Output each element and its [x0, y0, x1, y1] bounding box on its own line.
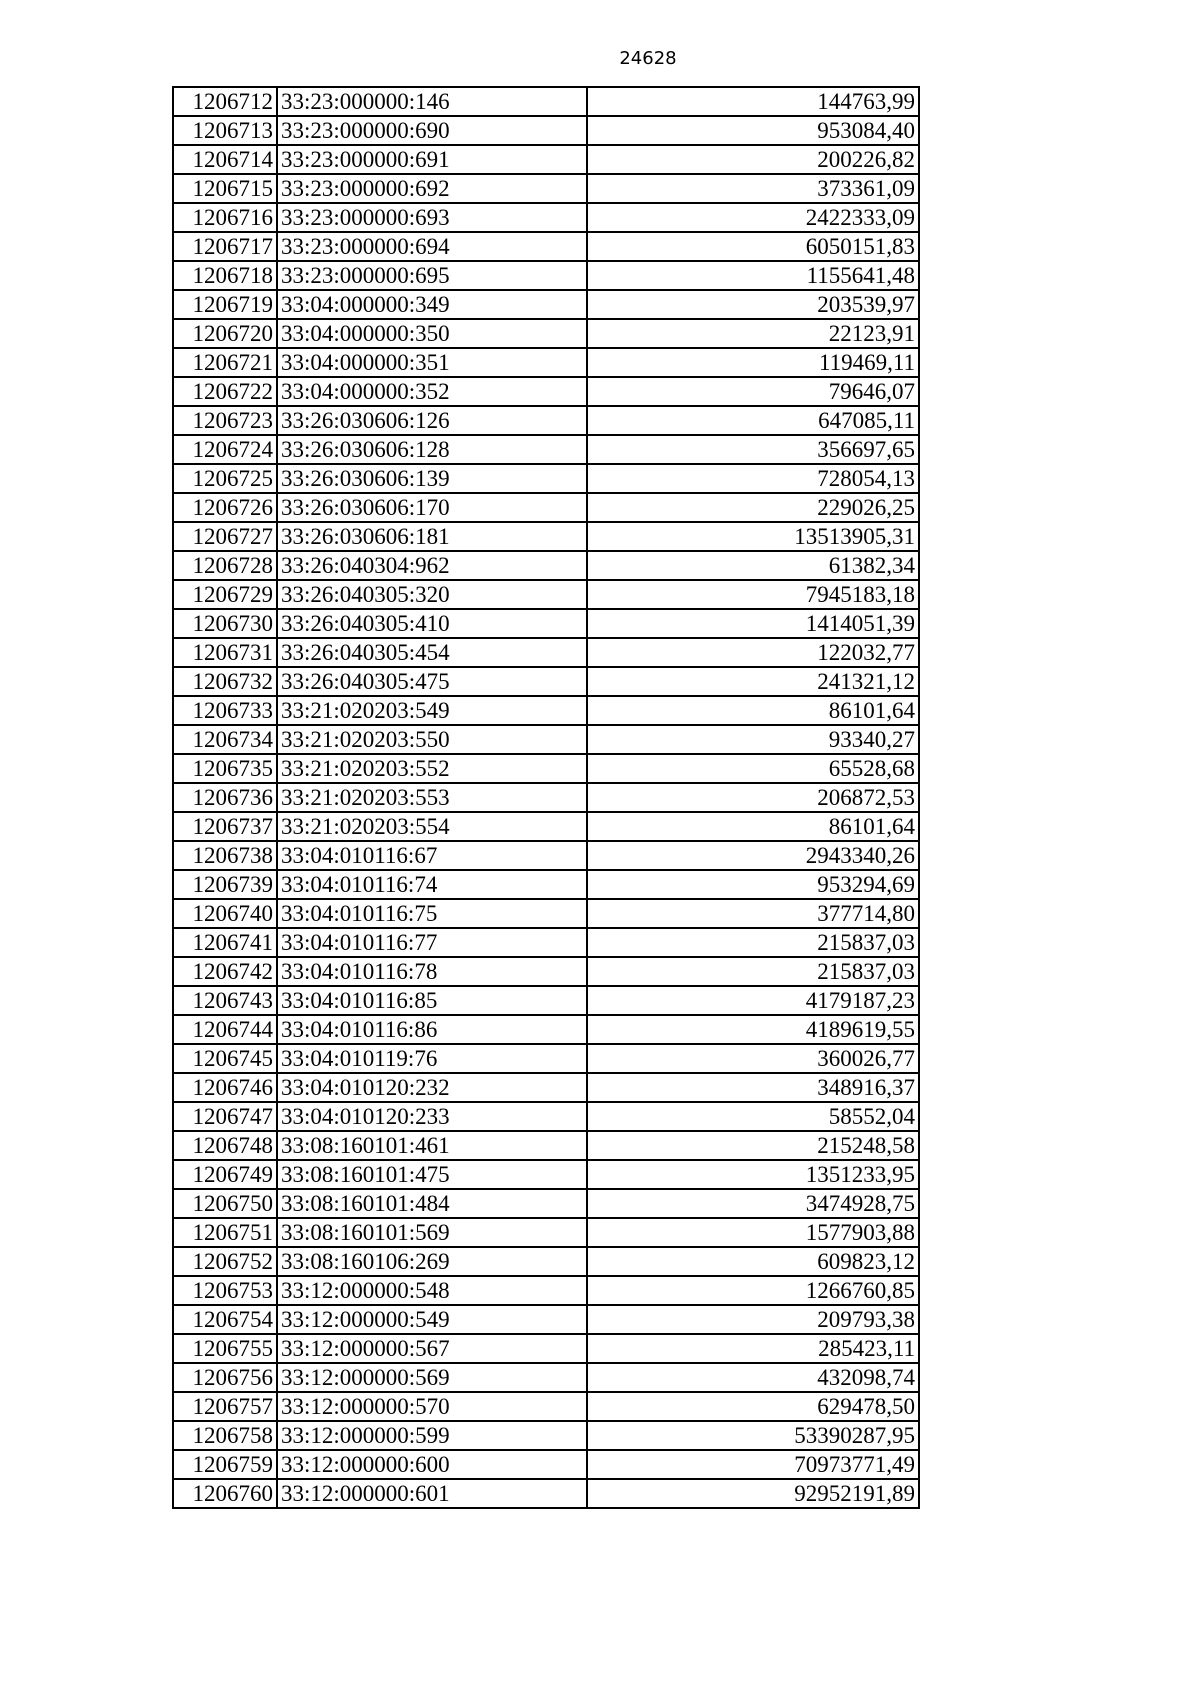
value-cell: 144763,99 — [587, 87, 919, 116]
value-cell: 647085,11 — [587, 406, 919, 435]
value-cell: 200226,82 — [587, 145, 919, 174]
row-number-cell: 1206746 — [173, 1073, 277, 1102]
cadastral-number-cell: 33:23:000000:695 — [277, 261, 587, 290]
row-number-cell: 1206733 — [173, 696, 277, 725]
table-row — [173, 1044, 919, 1073]
cadastral-number-cell: 33:04:010119:76 — [277, 1044, 587, 1073]
cadastral-number-cell: 33:23:000000:694 — [277, 232, 587, 261]
table-row — [173, 232, 919, 261]
cadastral-number-cell: 33:08:160106:269 — [277, 1247, 587, 1276]
table-row — [173, 493, 919, 522]
table-row — [173, 174, 919, 203]
table-row — [173, 377, 919, 406]
value-cell: 70973771,49 — [587, 1450, 919, 1479]
value-cell: 13513905,31 — [587, 522, 919, 551]
value-cell: 348916,37 — [587, 1073, 919, 1102]
cadastral-number-cell: 33:23:000000:690 — [277, 116, 587, 145]
table-row — [173, 1421, 919, 1450]
row-number-cell: 1206728 — [173, 551, 277, 580]
table-row — [173, 435, 919, 464]
table-row — [173, 406, 919, 435]
value-cell: 356697,65 — [587, 435, 919, 464]
cadastral-number-cell: 33:08:160101:461 — [277, 1131, 587, 1160]
cadastral-number-cell: 33:12:000000:600 — [277, 1450, 587, 1479]
cadastral-number-cell: 33:21:020203:549 — [277, 696, 587, 725]
cadastral-number-cell: 33:04:010116:78 — [277, 957, 587, 986]
cadastral-number-cell: 33:08:160101:484 — [277, 1189, 587, 1218]
table-row — [173, 754, 919, 783]
table-row — [173, 1276, 919, 1305]
table-row — [173, 638, 919, 667]
value-cell: 609823,12 — [587, 1247, 919, 1276]
table-row — [173, 1131, 919, 1160]
value-cell: 629478,50 — [587, 1392, 919, 1421]
cadastral-number-cell: 33:04:010116:74 — [277, 870, 587, 899]
value-cell: 53390287,95 — [587, 1421, 919, 1450]
cadastral-number-cell: 33:12:000000:549 — [277, 1305, 587, 1334]
value-cell: 285423,11 — [587, 1334, 919, 1363]
value-cell: 229026,25 — [587, 493, 919, 522]
row-number-cell: 1206735 — [173, 754, 277, 783]
table-row — [173, 841, 919, 870]
cadastral-number-cell: 33:12:000000:570 — [277, 1392, 587, 1421]
table-row — [173, 928, 919, 957]
table-row — [173, 145, 919, 174]
value-cell: 93340,27 — [587, 725, 919, 754]
table-row — [173, 609, 919, 638]
table-row — [173, 551, 919, 580]
value-cell: 377714,80 — [587, 899, 919, 928]
table-row — [173, 1479, 919, 1508]
value-cell: 241321,12 — [587, 667, 919, 696]
cadastral-number-cell: 33:04:010116:75 — [277, 899, 587, 928]
row-number-cell: 1206726 — [173, 493, 277, 522]
table-row — [173, 580, 919, 609]
value-cell: 1155641,48 — [587, 261, 919, 290]
value-cell: 728054,13 — [587, 464, 919, 493]
row-number-cell: 1206756 — [173, 1363, 277, 1392]
row-number-cell: 1206712 — [173, 87, 277, 116]
value-cell: 215248,58 — [587, 1131, 919, 1160]
row-number-cell: 1206737 — [173, 812, 277, 841]
table-row — [173, 1334, 919, 1363]
row-number-cell: 1206725 — [173, 464, 277, 493]
row-number-cell: 1206739 — [173, 870, 277, 899]
row-number-cell: 1206747 — [173, 1102, 277, 1131]
table-row — [173, 522, 919, 551]
value-cell: 215837,03 — [587, 957, 919, 986]
row-number-cell: 1206738 — [173, 841, 277, 870]
table-row — [173, 1189, 919, 1218]
value-cell: 4179187,23 — [587, 986, 919, 1015]
row-number-cell: 1206757 — [173, 1392, 277, 1421]
value-cell: 65528,68 — [587, 754, 919, 783]
row-number-cell: 1206754 — [173, 1305, 277, 1334]
row-number-cell: 1206753 — [173, 1276, 277, 1305]
cadastral-number-cell: 33:12:000000:567 — [277, 1334, 587, 1363]
cadastral-number-cell: 33:21:020203:550 — [277, 725, 587, 754]
row-number-cell: 1206717 — [173, 232, 277, 261]
value-cell: 2422333,09 — [587, 203, 919, 232]
row-number-cell: 1206748 — [173, 1131, 277, 1160]
records-table — [172, 86, 920, 1509]
table-row — [173, 203, 919, 232]
table-row — [173, 783, 919, 812]
cadastral-number-cell: 33:26:040305:320 — [277, 580, 587, 609]
cadastral-number-cell: 33:04:010116:86 — [277, 1015, 587, 1044]
row-number-cell: 1206742 — [173, 957, 277, 986]
cadastral-number-cell: 33:26:040305:454 — [277, 638, 587, 667]
value-cell: 119469,11 — [587, 348, 919, 377]
value-cell: 4189619,55 — [587, 1015, 919, 1044]
value-cell: 373361,09 — [587, 174, 919, 203]
table-row — [173, 1392, 919, 1421]
row-number-cell: 1206732 — [173, 667, 277, 696]
table-row — [173, 667, 919, 696]
cadastral-number-cell: 33:26:030606:126 — [277, 406, 587, 435]
cadastral-number-cell: 33:08:160101:475 — [277, 1160, 587, 1189]
value-cell: 1577903,88 — [587, 1218, 919, 1247]
cadastral-number-cell: 33:23:000000:146 — [277, 87, 587, 116]
value-cell: 22123,91 — [587, 319, 919, 348]
row-number-cell: 1206722 — [173, 377, 277, 406]
row-number-cell: 1206760 — [173, 1479, 277, 1508]
value-cell: 86101,64 — [587, 696, 919, 725]
cadastral-number-cell: 33:21:020203:552 — [277, 754, 587, 783]
row-number-cell: 1206729 — [173, 580, 277, 609]
cadastral-number-cell: 33:23:000000:691 — [277, 145, 587, 174]
cadastral-number-cell: 33:08:160101:569 — [277, 1218, 587, 1247]
cadastral-number-cell: 33:21:020203:553 — [277, 783, 587, 812]
cadastral-number-cell: 33:04:000000:352 — [277, 377, 587, 406]
value-cell: 7945183,18 — [587, 580, 919, 609]
value-cell: 206872,53 — [587, 783, 919, 812]
table-row — [173, 1450, 919, 1479]
table-row — [173, 1102, 919, 1131]
cadastral-number-cell: 33:26:030606:181 — [277, 522, 587, 551]
table-row — [173, 725, 919, 754]
value-cell: 6050151,83 — [587, 232, 919, 261]
value-cell: 92952191,89 — [587, 1479, 919, 1508]
row-number-cell: 1206741 — [173, 928, 277, 957]
table-row — [173, 1015, 919, 1044]
table-row — [173, 986, 919, 1015]
cadastral-number-cell: 33:21:020203:554 — [277, 812, 587, 841]
row-number-cell: 1206718 — [173, 261, 277, 290]
row-number-cell: 1206758 — [173, 1421, 277, 1450]
row-number-cell: 1206730 — [173, 609, 277, 638]
table-row — [173, 261, 919, 290]
value-cell: 203539,97 — [587, 290, 919, 319]
cadastral-number-cell: 33:04:000000:351 — [277, 348, 587, 377]
cadastral-number-cell: 33:23:000000:693 — [277, 203, 587, 232]
table-row — [173, 957, 919, 986]
value-cell: 2943340,26 — [587, 841, 919, 870]
value-cell: 1266760,85 — [587, 1276, 919, 1305]
table-row — [173, 1160, 919, 1189]
table-row — [173, 1363, 919, 1392]
cadastral-number-cell: 33:04:010116:77 — [277, 928, 587, 957]
row-number-cell: 1206715 — [173, 174, 277, 203]
table-row — [173, 812, 919, 841]
row-number-cell: 1206719 — [173, 290, 277, 319]
table-row — [173, 870, 919, 899]
row-number-cell: 1206713 — [173, 116, 277, 145]
cadastral-number-cell: 33:26:040305:475 — [277, 667, 587, 696]
row-number-cell: 1206749 — [173, 1160, 277, 1189]
cadastral-number-cell: 33:12:000000:569 — [277, 1363, 587, 1392]
cadastral-number-cell: 33:12:000000:599 — [277, 1421, 587, 1450]
row-number-cell: 1206727 — [173, 522, 277, 551]
row-number-cell: 1206745 — [173, 1044, 277, 1073]
table-row — [173, 464, 919, 493]
table-row — [173, 1305, 919, 1334]
row-number-cell: 1206752 — [173, 1247, 277, 1276]
cadastral-number-cell: 33:26:030606:128 — [277, 435, 587, 464]
table-row — [173, 290, 919, 319]
value-cell: 215837,03 — [587, 928, 919, 957]
table-row — [173, 116, 919, 145]
cadastral-number-cell: 33:26:040304:962 — [277, 551, 587, 580]
value-cell: 3474928,75 — [587, 1189, 919, 1218]
cadastral-number-cell: 33:04:010120:233 — [277, 1102, 587, 1131]
value-cell: 86101,64 — [587, 812, 919, 841]
cadastral-number-cell: 33:26:040305:410 — [277, 609, 587, 638]
records-table-body — [173, 87, 919, 1508]
cadastral-number-cell: 33:04:010120:232 — [277, 1073, 587, 1102]
table-row — [173, 1073, 919, 1102]
row-number-cell: 1206755 — [173, 1334, 277, 1363]
row-number-cell: 1206736 — [173, 783, 277, 812]
value-cell: 61382,34 — [587, 551, 919, 580]
cadastral-number-cell: 33:26:030606:139 — [277, 464, 587, 493]
value-cell: 360026,77 — [587, 1044, 919, 1073]
cadastral-number-cell: 33:04:000000:350 — [277, 319, 587, 348]
row-number-cell: 1206740 — [173, 899, 277, 928]
value-cell: 432098,74 — [587, 1363, 919, 1392]
cadastral-number-cell: 33:04:010116:85 — [277, 986, 587, 1015]
cadastral-number-cell: 33:12:000000:548 — [277, 1276, 587, 1305]
row-number-cell: 1206750 — [173, 1189, 277, 1218]
row-number-cell: 1206731 — [173, 638, 277, 667]
row-number-cell: 1206744 — [173, 1015, 277, 1044]
table-row — [173, 1247, 919, 1276]
row-number-cell: 1206714 — [173, 145, 277, 174]
cadastral-number-cell: 33:26:030606:170 — [277, 493, 587, 522]
row-number-cell: 1206723 — [173, 406, 277, 435]
table-row — [173, 319, 919, 348]
row-number-cell: 1206751 — [173, 1218, 277, 1247]
cadastral-number-cell: 33:12:000000:601 — [277, 1479, 587, 1508]
value-cell: 953084,40 — [587, 116, 919, 145]
value-cell: 79646,07 — [587, 377, 919, 406]
row-number-cell: 1206716 — [173, 203, 277, 232]
value-cell: 1351233,95 — [587, 1160, 919, 1189]
table-row — [173, 87, 919, 116]
row-number-cell: 1206721 — [173, 348, 277, 377]
page-number: 24628 — [619, 48, 677, 69]
row-number-cell: 1206743 — [173, 986, 277, 1015]
value-cell: 209793,38 — [587, 1305, 919, 1334]
table-row — [173, 348, 919, 377]
cadastral-number-cell: 33:04:010116:67 — [277, 841, 587, 870]
value-cell: 122032,77 — [587, 638, 919, 667]
table-row — [173, 1218, 919, 1247]
row-number-cell: 1206724 — [173, 435, 277, 464]
cadastral-number-cell: 33:23:000000:692 — [277, 174, 587, 203]
value-cell: 1414051,39 — [587, 609, 919, 638]
table-row — [173, 696, 919, 725]
value-cell: 58552,04 — [587, 1102, 919, 1131]
row-number-cell: 1206720 — [173, 319, 277, 348]
value-cell: 953294,69 — [587, 870, 919, 899]
row-number-cell: 1206759 — [173, 1450, 277, 1479]
cadastral-number-cell: 33:04:000000:349 — [277, 290, 587, 319]
table-row — [173, 899, 919, 928]
row-number-cell: 1206734 — [173, 725, 277, 754]
